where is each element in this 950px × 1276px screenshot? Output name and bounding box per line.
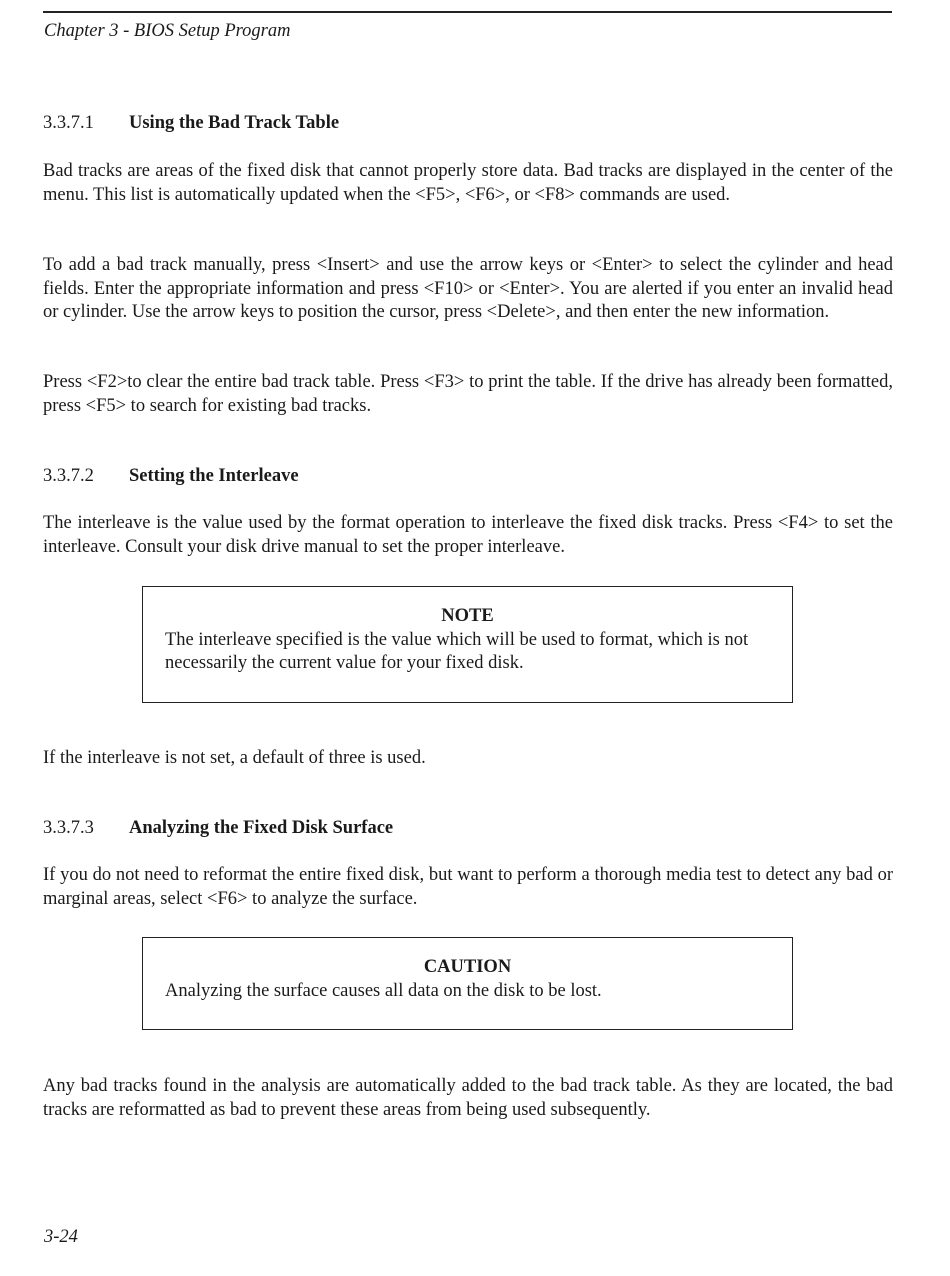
section-heading-surface-analysis: [43, 817, 393, 841]
section-title: Setting the Interleave: [129, 466, 299, 486]
paragraph: Bad tracks are areas of the fixed disk that cannot properly store data. Bad tracks are displayed in the center of the menu. This list is automatically updated when the <F5>, <F6>, or <F8> commands are used.: [43, 161, 893, 205]
paragraph: Any bad tracks found in the analysis are automatically added to the bad track table. As they are located, the bad tracks are reformatted as bad to prevent these areas from being used subsequently.: [43, 1076, 893, 1120]
caution-label: CAUTION: [423, 957, 512, 977]
note-text: The interleave specified is the value which will be used to format, which is not necessarily the current value for your fixed disk.: [165, 629, 749, 673]
paragraph: To add a bad track manually, press <Insert> and use the arrow keys or <Enter> to select the cylinder and head fields. Enter the appropriate information and press <F10> or <Enter>. You are alerted if you enter an invalid head or cylinder. Use the arrow keys to position the cursor, press <Delete>, and then enter the new information.: [43, 255, 893, 322]
section-number: 3.3.7.1: [43, 113, 94, 133]
paragraph: If the interleave is not set, a default of three is used.: [43, 748, 426, 768]
paragraph: If you do not need to reformat the entire fixed disk, but want to perform a thorough media test to detect any bad or marginal areas, select <F6> to analyze the surface.: [43, 865, 893, 909]
paragraph: Press <F2>to clear the entire bad track table. Press <F3> to print the table. If the drive has already been formatted, press <F5> to search for existing bad tracks.: [43, 372, 893, 416]
section-title: Using the Bad Track Table: [129, 113, 340, 133]
page-number: 3-24: [44, 1227, 78, 1247]
section-number: 3.3.7.2: [43, 466, 94, 486]
section-heading-bad-track-table: [43, 112, 339, 136]
section-heading-interleave: [43, 465, 299, 489]
caution-box: [142, 937, 793, 1030]
header-rule: [43, 11, 892, 13]
note-label: NOTE: [441, 606, 494, 626]
paragraph: The interleave is the value used by the format operation to interleave the fixed disk tracks. Press <F4> to set the interleave. Consult your disk drive manual to set the proper interleave.: [43, 513, 893, 557]
note-box: [142, 586, 793, 703]
caution-text: Analyzing the surface causes all data on the disk to be lost.: [165, 980, 602, 1001]
section-title: Analyzing the Fixed Disk Surface: [129, 818, 394, 838]
section-number: 3.3.7.3: [43, 818, 94, 838]
running-head: Chapter 3 - BIOS Setup Program: [44, 21, 291, 41]
